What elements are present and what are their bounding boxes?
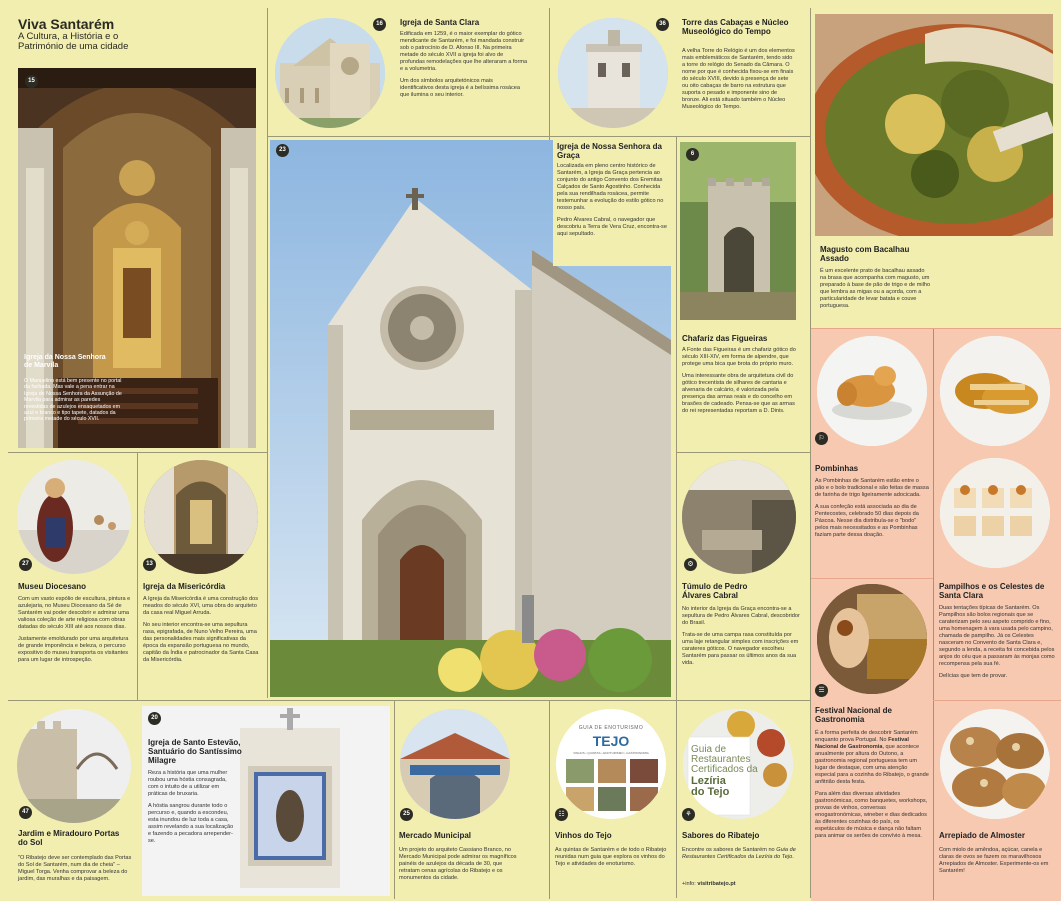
vinhos-guide-main: TEJO [592, 733, 630, 749]
graca-number: 23 [276, 144, 289, 157]
misericordia-title: Igreja da Misericórdia [143, 582, 226, 591]
tumulo-title: Túmulo de Pedro Álvares Cabral [682, 582, 748, 600]
mercado-title: Mercado Municipal [399, 831, 472, 840]
sabores-book-line1: Guia de [691, 744, 727, 755]
diocesano-body: Com um vasto espólio de escultura, pintura e azulejaria, no Museu Diocesano da Sé de Santarém vai poder descobrir e admirar uma valiosa coleção de arte religiosa com obras datadas do século XIII até aos nossos dias. Justamente emoldurado por uma arquitetura de grande imponência e beleza, o percurso expositivo do museu transporta os visitantes para um lugar de introspeção. [18, 596, 131, 663]
festival-photo [817, 584, 927, 694]
vinhos-guide-sub: VINHOS • QUINTAS • ENOTURISMO • GASTRONOMIA [573, 751, 649, 755]
page-subtitle: A Cultura, a História e o Património de uma cidade [18, 31, 129, 52]
santa-clara-number: 16 [373, 18, 386, 31]
misericordia-number: 13 [143, 558, 156, 571]
mercado-number: 25 [400, 808, 413, 821]
sabores-guide-photo [683, 709, 793, 819]
pampilhos-body: Duas tentações típicas de Santarém. Os Pampilhos são bolos regionais que se caraterizam pelo seu aspeto comprido e fino, uma homenagem à vara usada pelo campino, chamada de pampilho. Já os Celestes nasceram no Convento de Santa Clara e, segundo a lenda, a receita foi concebida pelos anjos do céu que a passaram às monjas como recompensa pela sua fé. Delícias que tem de provar. [939, 605, 1055, 679]
misericordia-body: A Igreja da Misericórdia é uma construção dos meados do século XVI, uma obra do arquiteto da casa real Miguel Arruda. No seu interior encontra-se uma sepultura rasa, epigrafada, de Nuno Velho Pereira, uma das personalidades mais significativas da época da expansão portuguesa no mundo, capitão da Índia e patrocinador da Santa Casa da Misericórdia. [143, 596, 259, 663]
santa-clara-body: Edificada em 1259, é o maior exemplar do gótico mendicante de Santarém, e foi mandada construir sob o patrocínio de D. Afonso III. Na primeira metade do século XVII a igreja foi alvo de profundas remodelações que lhe alteraram a forma e a volumetria. Um dos símbolos arquitetónicos mais identificativos desta igreja é a belíssima rosácea que ilumina o seu interior. [400, 31, 528, 98]
sabores-info: +info: visitribatejo.pt [682, 881, 736, 887]
milagre-number: 20 [148, 712, 161, 725]
festival-title: Festival Nacional de Gastronomia [815, 706, 892, 724]
pombinhas-body: As Pombinhas de Santarém estão entre o pão e o bolo tradicional e são feitas de massa de farinha de trigo ligeiramente adocicada. A sua confeção está associada ao dia de Pentecostes, celebrado 50 dias depois da Páscoa. Nesse dia distribuía-se o "bodo" pelos mais necessitados e as Pombinhas faziam parte dessa doação. [815, 478, 929, 538]
misericordia-photo [144, 460, 258, 574]
sabores-book-line3: Certificados da [691, 764, 758, 775]
pombinhas-icon: ⚐ [815, 432, 828, 445]
graca-body: Localizada em pleno centro histórico de Santarém, a Igreja da Graça pertencia ao conjunto do antigo Convento dos Eremitas Calçados de Santo Agostinho. Conhecida pela sua rendilhada rosácea, permite testemunhar a evolução do estilo gótico no nosso país. Pedro Álvares Cabral, o navegador que descobriu a Terra de Vera Cruz, encontra-se aqui sepultado. [557, 163, 667, 237]
cabacas-number: 36 [656, 18, 669, 31]
pombinhas-photo [817, 336, 927, 446]
festival-icon: ☰ [815, 684, 828, 697]
tumulo-photo [682, 460, 796, 574]
vinhos-title: Vinhos do Tejo [555, 831, 612, 840]
vinhos-body: As quintas de Santarém e de todo o Ribatejo reunidas num guia que explora os vinhos do Tejo e atividades de enoturismo. [555, 847, 667, 867]
vinhos-icon: ☷ [555, 808, 568, 821]
almoster-body: Com miolo de amêndoa, açúcar, canela e claras de ovos se fazem os maravilhosos Arrepiados de Almoster. Experimente-os em Santarém! [939, 847, 1049, 874]
figueiras-title: Chafariz das Figueiras [682, 334, 768, 343]
marvila-number: 15 [25, 75, 38, 88]
pampilhos-title: Pampilhos e os Celestes de Santa Clara [939, 582, 1045, 600]
magusto-title: Magusto com Bacalhau Assado [820, 245, 910, 263]
magusto-body: É um excelente prato de bacalhau assado na brasa que acompanha com magusto, um preparado à base de pão de trigo e de milho que lembra as migas ou a açorda, com a particularidade de levar batata e couve portuguesa. [820, 268, 931, 309]
portas-body: "O Ribatejo deve ser contemplado das Portas do Sol de Santarém, num dia de cheia" – Miguel Torga. Venha comprovar a beleza do jardim, das muralhas e da paisagem. [18, 855, 132, 882]
visitribatejo-link[interactable]: visitribatejo.pt [697, 881, 736, 887]
diocesano-photo [17, 460, 131, 574]
figueiras-number: 6 [686, 148, 699, 161]
mercado-photo [400, 709, 510, 819]
santa-clara-title: Igreja de Santa Clara [400, 18, 480, 27]
mercado-body: Um projeto do arquiteto Cassiano Branco, no Mercado Municipal pode admirar os magníficos painéis de azulejos da década de 30, que retratam cenas agrícolas do Ribatejo e os monumentos da cidade. [399, 847, 517, 881]
pampilhos-photo-1 [940, 336, 1050, 446]
magusto-photo [815, 14, 1053, 236]
torre-cabacas-photo [558, 18, 668, 128]
cabacas-title: Torre das Cabaças e Núcleo Museológico do Tempo [682, 18, 789, 36]
cabacas-body: A velha Torre do Relógio é um dos elementos mais emblemáticos de Santarém, tendo sido a torre do relógio do Senado da Câmara. O nome por que é conhecida fixou-se em finais do século XVIII, devido à presença de sete ou oito cabaças de barro na estrutura que suporta o pesado e imponente sino de bronze. Ali está situado também o Núcleo Museológico do Tempo. [682, 48, 795, 110]
sabores-book-line4: Lezíria [691, 775, 726, 787]
milagre-title: Igreja de Santo Estevão, Santuário do Santíssimo Milagre [148, 738, 242, 765]
almoster-title: Arrepiado de Almoster [939, 831, 1025, 840]
diocesano-title: Museu Diocesano [18, 582, 87, 591]
page-title: Viva Santarém [18, 16, 115, 32]
pampilhos-photo-2 [940, 458, 1050, 568]
marvila-title: Igreja da Nossa Senhora de Marvila [24, 354, 106, 369]
diocesano-number: 27 [19, 558, 32, 571]
portas-title: Jardim e Miradouro Portas do Sol [18, 829, 120, 847]
milagre-body: Reza a história que uma mulher roubou uma hóstia consagrada, com o intuito de a utilizar em práticas de bruxaria. A hóstia sangrou durante todo o percurso e, quando a escondeu, esta inundou de luz toda a casa, assim revelando a sua localização e fazendo a pecadora arrepender-se. [148, 770, 234, 844]
chafariz-photo [680, 142, 796, 320]
sabores-body: Encontre os sabores de Santarém no Guia de Restaurantes Certificados da Lezíria do Tejo. [682, 847, 796, 860]
vinhos-guide-top: GUIA DE ENOTURISMO [578, 725, 644, 731]
sabores-book-line5: do Tejo [691, 786, 730, 798]
tumulo-icon: ⚙ [684, 558, 697, 571]
portas-do-sol-photo [17, 709, 131, 823]
sabores-icon: ⚘ [682, 808, 695, 821]
santa-clara-photo [275, 18, 385, 128]
festival-body: É a forma perfeita de descobrir Santarém enquanto prova Portugal. No Festival Nacional de Gastronomia, que acontece anualmente por altura do Outono, a gastronomia regional portuguesa tem um lugar de destaque, com uma atenção especial para a cozinha do Ribatejo, o grande anfitrião desta festa. Para além das diversas atividades gastronómicas, como banquetes, workshops, provas de vinhos, conversas enogastronómicas, wineber e dias dedicados às diferentes cozinhas do país, os espetáculos de música e dança não faltam para animar os serões de convívio à mesa. [815, 730, 929, 839]
sabores-title: Sabores do Ribatejo [682, 831, 760, 840]
marvila-body: O Manuelino está bem presente no portal da fachada. Mas vale a pena entrar na Igreja de Nossa Senhora da Assunção de Marvila para admirar as paredes revestidas de azulejos enxaquetados em azul e branco e tipo tapete, datados da primeira metade do século XVII. [24, 378, 122, 423]
figueiras-body: A Fonte das Figueiras é um chafariz gótico do século XIII-XIV, em forma de alpendre, que protege uma bica que brota do próprio muro. Uma interessante obra de arquitetura civil do gótico trecentista de silhares de cantaria e alvenaria de calcário, é valorizada pela presença das armas reais e do concelho em brasões de cadeado. Pensa-se que as armas do rei representadas reportam a D. Dinis. [682, 347, 796, 414]
sabores-book-line2: Restaurantes [691, 754, 751, 765]
almoster-photo [940, 709, 1050, 819]
vinhos-guide-photo [556, 709, 666, 819]
tumulo-body: No interior da Igreja da Graça encontra-se a sepultura de Pedro Álvares Cabral, descobridor do Brasil. Trata-se de uma campa rasa constituída por uma laje retangular simples com inscrições em carateres góticos. O navegador escolheu Santarém para passar os últimos anos da sua vida. [682, 606, 800, 666]
pombinhas-title: Pombinhas [815, 464, 859, 473]
graca-title: Igreja de Nossa Senhora da Graça [557, 142, 662, 160]
portas-number: 47 [19, 806, 32, 819]
